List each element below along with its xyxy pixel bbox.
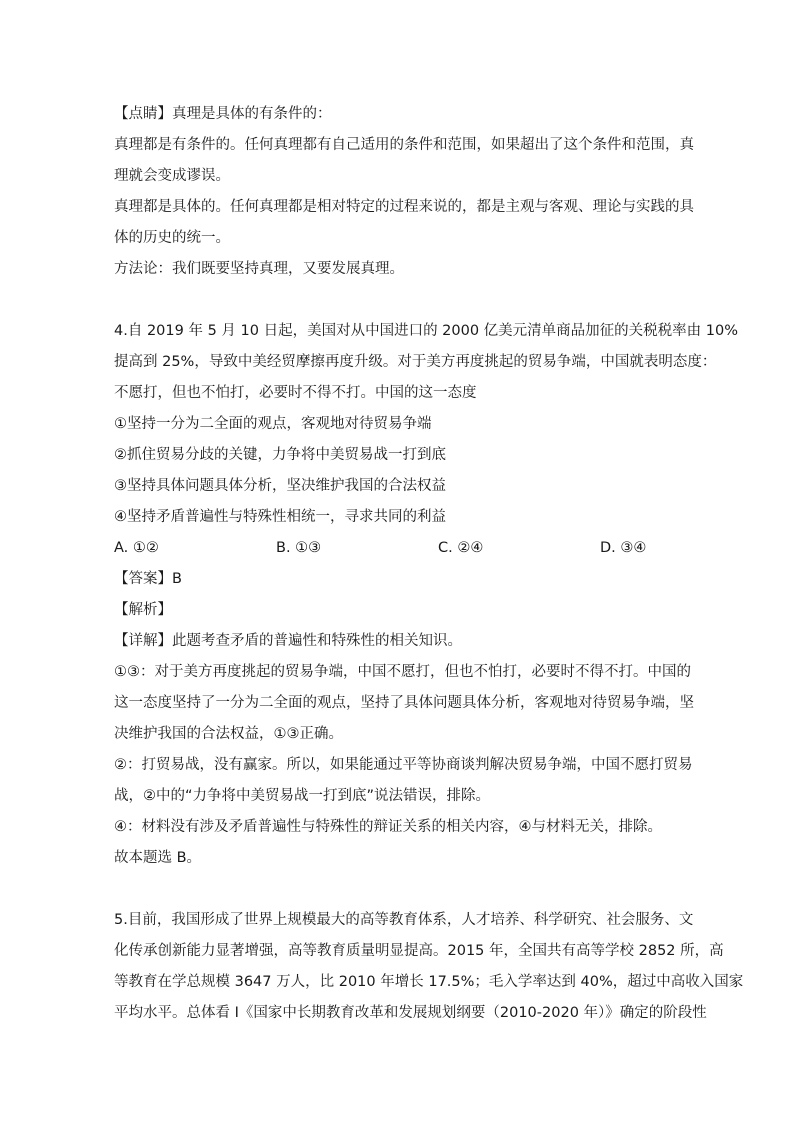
point-line: 真理都是具体的。任何真理都是相对特定的过程来说的，都是主观与客观、理论与实践的具 (114, 199, 694, 215)
question4-statement: ③坚持具体问题具体分析，坚决维护我国的合法权益 (114, 478, 446, 494)
option-d: D. ③④ (600, 540, 647, 556)
question4-statement: ④坚持矛盾普遍性与特殊性相统一，寻求共同的利益 (114, 509, 446, 525)
question5-stem-line: 化传承创新能力显著增强，高等教育质量明显提高。2015 年，全国共有高等学校 2852 所，高 (114, 943, 724, 959)
analysis-line: ①③：对于美方再度挑起的贸易争端，中国不愿打，但也不怕打，必要时不得不打。中国的 (114, 664, 691, 680)
question4-stem-line: 提高到 25%，导致中美经贸摩擦再度升级。对于美方再度挑起的贸易争端，中国就表明态度： (114, 354, 717, 370)
question4-stem-line: 4.自 2019 年 5 月 10 日起，美国对从中国进口的 2000 亿美元清单商品加征的关税税率由 10% (114, 323, 739, 339)
analysis-title: 【解析】 (114, 602, 172, 618)
analysis-line: 决维护我国的合法权益，①③正确。 (114, 726, 343, 742)
analysis-line: ④：材料没有涉及矛盾普遍性与特殊性的辩证关系的相关内容，④与材料无关，排除。 (114, 819, 662, 835)
option-a: A. ①② (114, 540, 159, 556)
option-b: B. ①③ (276, 540, 322, 556)
question5-stem-line: 5.目前，我国形成了世界上规模最大的高等教育体系，人才培养、科学研究、社会服务、文 (114, 912, 694, 928)
analysis-line: 战，②中的“力争将中美贸易战一打到底”说法错误，排除。 (114, 788, 491, 804)
analysis-conclusion: 故本题选 B。 (114, 850, 202, 866)
question5-stem-line: 平均水平。总体看 I《国家中长期教育改革和发展规划纲要（2010-2020 年）》确定的阶段性 (114, 1005, 707, 1021)
question4-statement: ②抓住贸易分歧的关键，力争将中美贸易战一打到底 (114, 447, 446, 463)
point-heading: 【点睛】真理是具体的有条件的： (114, 106, 332, 122)
analysis-line: 【详解】此题考查矛盾的普遍性和特殊性的相关知识。 (114, 633, 462, 649)
analysis-line: ②：打贸易战，没有赢家。所以，如果能通过平等协商谈判解决贸易争端，中国不愿打贸易 (114, 757, 693, 773)
question4-statement: ①坚持一分为二全面的观点，客观地对待贸易争端 (114, 416, 432, 432)
analysis-line: 这一态度坚持了一分为二全面的观点，坚持了具体问题具体分析，客观地对待贸易争端，坚 (114, 695, 694, 711)
question4-stem-line: 不愿打，但也不怕打，必要时不得不打。中国的这一态度 (114, 385, 477, 401)
point-line: 体的历史的统一。 (114, 230, 230, 246)
point-line: 理就会变成谬误。 (114, 168, 230, 184)
answer-line: 【答案】B (114, 571, 182, 587)
point-method-line: 方法论：我们既要坚持真理，又要发展真理。 (114, 261, 404, 277)
option-c: C. ②④ (438, 540, 484, 556)
point-line: 真理都是有条件的。任何真理都有自己适用的条件和范围，如果超出了这个条件和范围，真 (114, 137, 694, 153)
question5-stem-line: 等教育在学总规模 3647 万人，比 2010 年增长 17.5%；毛入学率达到 40%，超过中高收入国家 (114, 974, 744, 990)
